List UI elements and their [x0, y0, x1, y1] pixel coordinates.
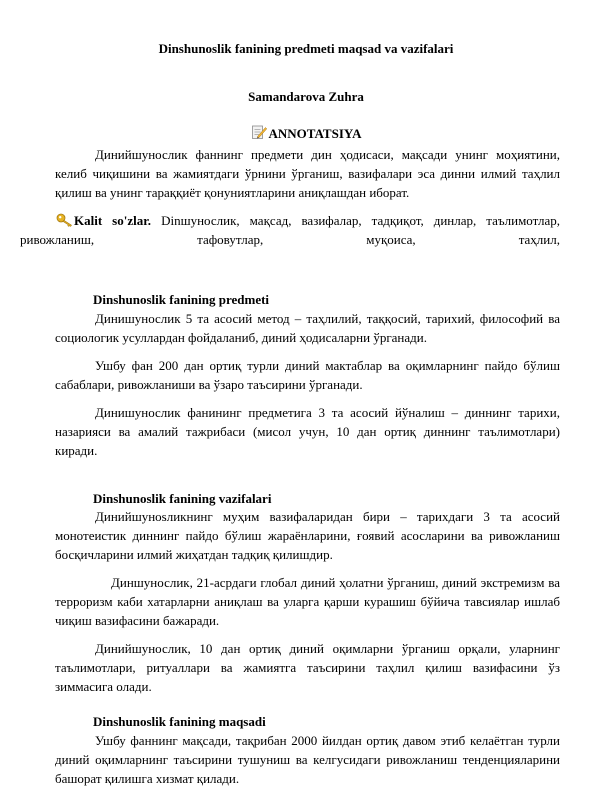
paragraph-text: Ушбу фаннинг мақсади, тақрибан 2000 йилдан ортиқ давом этиб келаётган турли диний оқимларнинг таъсирини тушуниш ва келгусидаги ривожланиш тенденцияларини башорат қилишга хизмат қилади. [55, 733, 560, 787]
keywords-paragraph [20, 211, 560, 249]
author-name: Samandarova Zuhra [248, 89, 364, 104]
memo-pencil-icon [251, 124, 267, 142]
annotation-heading-label: ANNOTATSIYA [268, 126, 362, 141]
paragraph-text: Динишунослик 5 та асосий метод – таҳлилий, таққосий, тарихий, философий ва социологик усуллардан фойдаланиб, диний ҳодисаларни ўрганади. [55, 311, 560, 346]
paragraph-text: Динийшунослик, 10 дан ортиқ диний оқимларни ўрганиш орқали, уларнинг таълимотлари, ритуаллари ва жамиятга таъсирини таҳлил қилиш вазифасини ўз зиммасига олади. [55, 641, 560, 695]
section-heading-predmeti: Dinshunoslik fanining predmeti [93, 292, 270, 307]
paragraph [55, 731, 560, 789]
annotation-paragraph [55, 145, 560, 203]
paragraph [55, 403, 560, 461]
paragraph-text: Динишунослик фанининг предметига 3 та асосий йўналиш – диннинг тарихи, назарияси ва амалий тажрибаси (мисол учун, 10 дан ортиқ диннинг таълимотлари) киради. [55, 405, 560, 459]
keywords-text: Dinшунослик, мақсад, вазифалар, тадқиқот, динлар, таълимотлар, ривожланиш, тафовутлар, муқоиса, таҳлил, [20, 213, 560, 248]
annotation-heading [40, 124, 572, 142]
annotation-text: Динийшунослик фаннинг предмети дин ҳодисаси, мақсади унинг моҳиятини, келиб чиқишини ва жамиятдаги ўрнини ўрганиш, вазифалари эса динни илмий таҳлил қилиш ва унинг тараққиёт қонуниятларини аниқлашдан иборат. [55, 147, 560, 201]
paragraph [55, 639, 560, 697]
document-title: Dinshunoslik fanining predmeti maqsad va vazifalari [158, 41, 454, 56]
paragraph-text: Ушбу фан 200 дан ортиқ турли диний мактаблар ва оқимларнинг пайдо бўлиш сабаблари, ривожланиши ва ўзаро таъсирини ўрганади. [55, 358, 560, 393]
paragraph-text: Динийшунosликнинг муҳим вазифаларидан бири – тарихдаги 3 та асосий монотеистик диннинг пайдо бўлиш жараёнларини, ғоявий асосларини ва ривожланиш босқичларини илмий жиҳатдан тадқиқ қилишдир. [55, 509, 560, 563]
paragraph-text: Диншунослик, 21-асрдаги глобал диний ҳолатни ўрганиш, диний экстремизм ва терроризм каби хатарларни аниқлаш ва уларга қарши курашиш бўйича тавсиялар ишлаб чиқиш вазифасини бажаради. [55, 575, 560, 629]
key-icon [56, 213, 74, 227]
section-heading-vazifalari: Dinshunoslik fanining vazifalari [93, 491, 272, 506]
keywords-label: Kalit so'zlar. [74, 213, 152, 228]
paragraph [55, 573, 560, 631]
paragraph [55, 309, 560, 347]
paragraph [55, 507, 560, 565]
section-heading-maqsadi: Dinshunoslik fanining maqsadi [93, 714, 266, 729]
paragraph [55, 356, 560, 394]
